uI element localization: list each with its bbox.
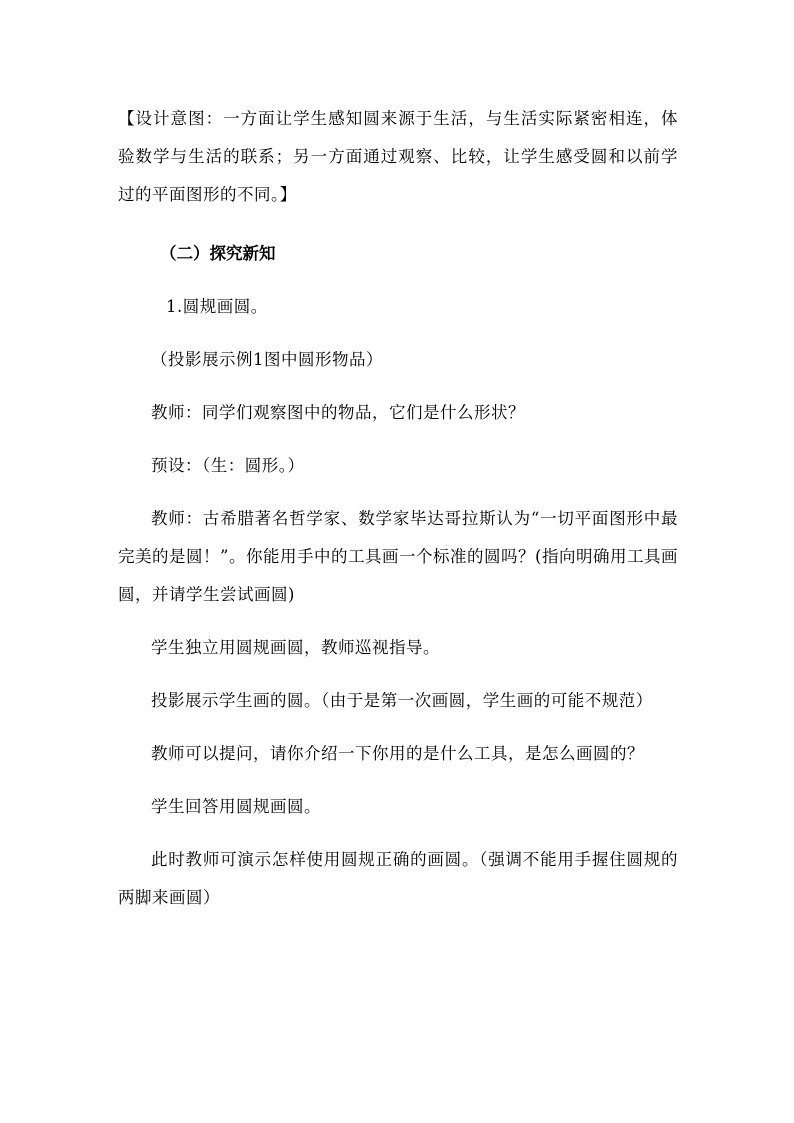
step-heading: 1.圆规画圆。 <box>166 297 268 316</box>
teacher-prompt: 教师：古希腊著名哲学家、数学家毕达哥拉斯认为“一切平面图形中最完美的是圆！”。你能用手中的工具画一个标准的圆吗？(指向明确用工具画圆，并请学生尝试画圆) <box>118 509 678 604</box>
projection-note: （投影展示例1图中圆形物品） <box>151 350 383 369</box>
teacher-followup-question: 教师可以提问，请你介绍一下你用的是什么工具，是怎么画圆的？ <box>151 744 644 763</box>
expected-answer: 预设：（生：圆形。） <box>151 456 305 475</box>
teacher-demonstration: 此时教师可演示怎样使用圆规正确的画圆。（强调不能用手握住圆规的两脚来画圆） <box>118 850 678 907</box>
student-answer: 学生回答用圆规画圆。 <box>151 797 321 816</box>
document-body <box>118 100 678 932</box>
section-heading: （二）探究新知 <box>160 244 276 263</box>
teacher-question: 教师：同学们观察图中的物品，它们是什么形状？ <box>151 403 525 422</box>
projection-student-work: 投影展示学生画的圆。（由于是第一次画圆，学生画的可能不规范） <box>151 691 653 710</box>
design-intent-paragraph: 【设计意图：一方面让学生感知圆来源于生活，与生活实际紧密相连，体验数学与生活的联系；另一方面通过观察、比较，让学生感受圆和以前学过的平面图形的不同。】 <box>118 109 678 204</box>
student-activity: 学生独立用圆规画圆，教师巡视指导。 <box>151 638 440 657</box>
